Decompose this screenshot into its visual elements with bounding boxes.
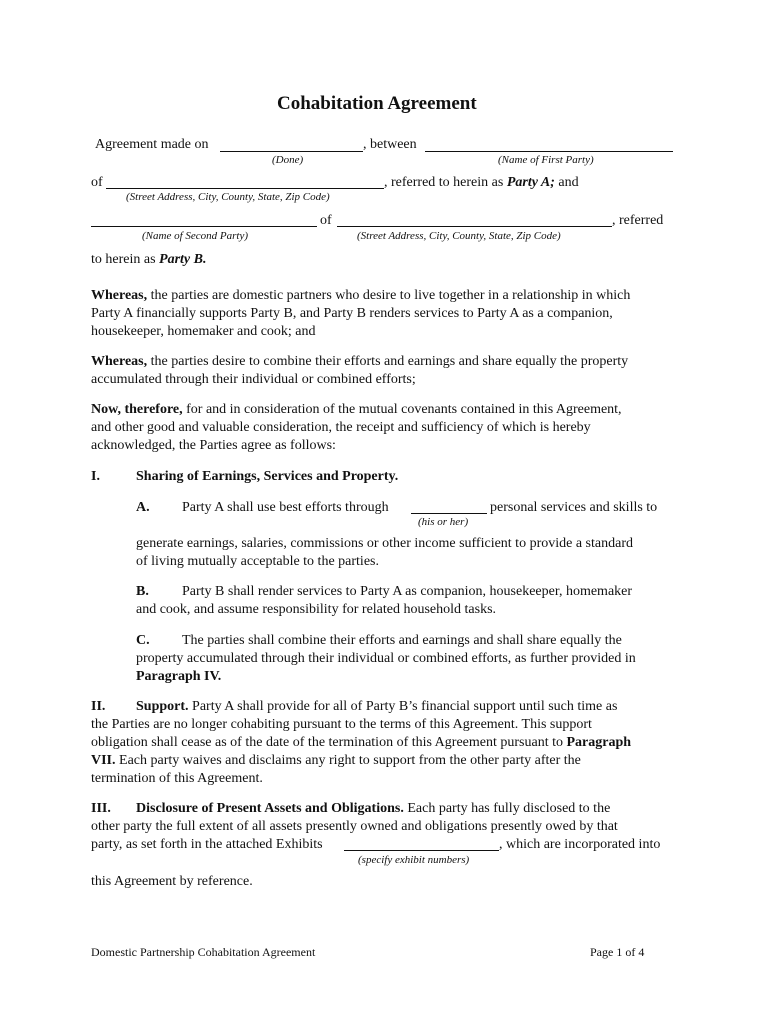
document-title: Cohabitation Agreement (277, 93, 477, 114)
address-caption-2: (Street Address, City, County, State, Zip Code) (357, 230, 561, 242)
section-1b-label: B. (136, 584, 149, 599)
section-1-number: I. (91, 469, 100, 484)
section-3-line4: this Agreement by reference. (91, 874, 253, 889)
section-1b: B. Party B shall render services to Party A as companion, housekeeper, homemaker and cook, and assume responsibility for related household tasks. (136, 584, 633, 617)
of-label-2: of (320, 213, 332, 228)
his-or-her-blank[interactable] (411, 513, 487, 514)
section-1c: C. The parties shall combine their efforts and earnings and shall share equally the property accumulated through their individual or combined efforts, as further provided in Paragraph IV. (136, 633, 636, 684)
recital-whereas-2: Whereas, the parties desire to combine their efforts and earnings and share equally the property accumulated through their individual or combined efforts; (91, 354, 629, 387)
footer-page-number: Page 1 of 4 (590, 945, 645, 959)
referred-herein-label: , referred to herein as Party A; and (384, 175, 579, 190)
footer-document-name: Domestic Partnership Cohabitation Agreement (91, 945, 316, 959)
section-1a-continued: generate earnings, salaries, commissions or other income sufficient to provide a standard of living mutually acceptable to the parties. (136, 536, 633, 569)
referred-label-2: , referred (612, 213, 664, 228)
section-3-line3-end: , which are incorporated into (499, 837, 661, 852)
recital-whereas-1: Whereas, the parties are domestic partners who desire to live together in a relationship in which Party A financially supports Party B, and Party B renders services to Party A as a companion, housekeeper, homemaker and cook; and (91, 288, 631, 339)
exhibit-numbers-blank[interactable] (344, 850, 499, 851)
of-label-1: of (91, 175, 103, 190)
exhibit-numbers-caption: (specify exhibit numbers) (358, 854, 470, 866)
section-1a-text-end: personal services and skills to (490, 500, 658, 515)
section-3-number: III. (91, 801, 111, 816)
second-party-name-blank[interactable] (91, 226, 317, 227)
date-caption: (Done) (272, 154, 304, 166)
party-b-definition: to herein as Party B. (91, 252, 207, 267)
section-3-line3-start: party, as set forth in the attached Exhibits (91, 837, 323, 852)
second-party-caption: (Name of Second Party) (142, 230, 248, 242)
section-2-support: II. Support. Party A shall provide for all of Party B’s financial support until such time as the Parties are no longer cohabiting pursuant to the terms of this Agreement. This support obligation shall cease as of the date of the termination of this Agreement pursuant to Paragraph VII. Each party waives and disclaims any right to support from the other party after the termination of this Agreement. (91, 699, 632, 786)
first-party-caption: (Name of First Party) (498, 154, 594, 166)
agreement-made-on-label: Agreement made on (95, 137, 209, 152)
section-1c-label: C. (136, 633, 150, 648)
section-1a-text-start: Party A shall use best efforts through (182, 500, 389, 515)
address-caption-1: (Street Address, City, County, State, Zip Code) (126, 191, 330, 203)
date-blank[interactable] (220, 151, 363, 152)
section-2-number: II. (91, 699, 106, 714)
section-1a-label: A. (136, 500, 150, 515)
between-label: , between (363, 137, 417, 152)
his-or-her-caption: (his or her) (418, 516, 469, 528)
first-party-name-blank[interactable] (425, 151, 673, 152)
first-party-address-blank[interactable] (106, 188, 384, 189)
second-party-address-blank[interactable] (337, 226, 612, 227)
section-2-heading: Support. (136, 699, 189, 714)
recital-now-therefore: Now, therefore, for and in consideration of the mutual covenants contained in this Agreement, and other good and valuable consideration, the receipt and sufficiency of which is hereby acknowledged, the Parties agree as follows: (91, 402, 622, 453)
section-3-disclosure: III. Disclosure of Present Assets and Obligations. Each party has fully disclosed to the other party the full extent of all assets presently owned and obligations presently owed by that (91, 801, 618, 834)
section-1-heading: Sharing of Earnings, Services and Property. (136, 469, 399, 484)
section-3-heading: Disclosure of Present Assets and Obligations. (136, 801, 404, 816)
